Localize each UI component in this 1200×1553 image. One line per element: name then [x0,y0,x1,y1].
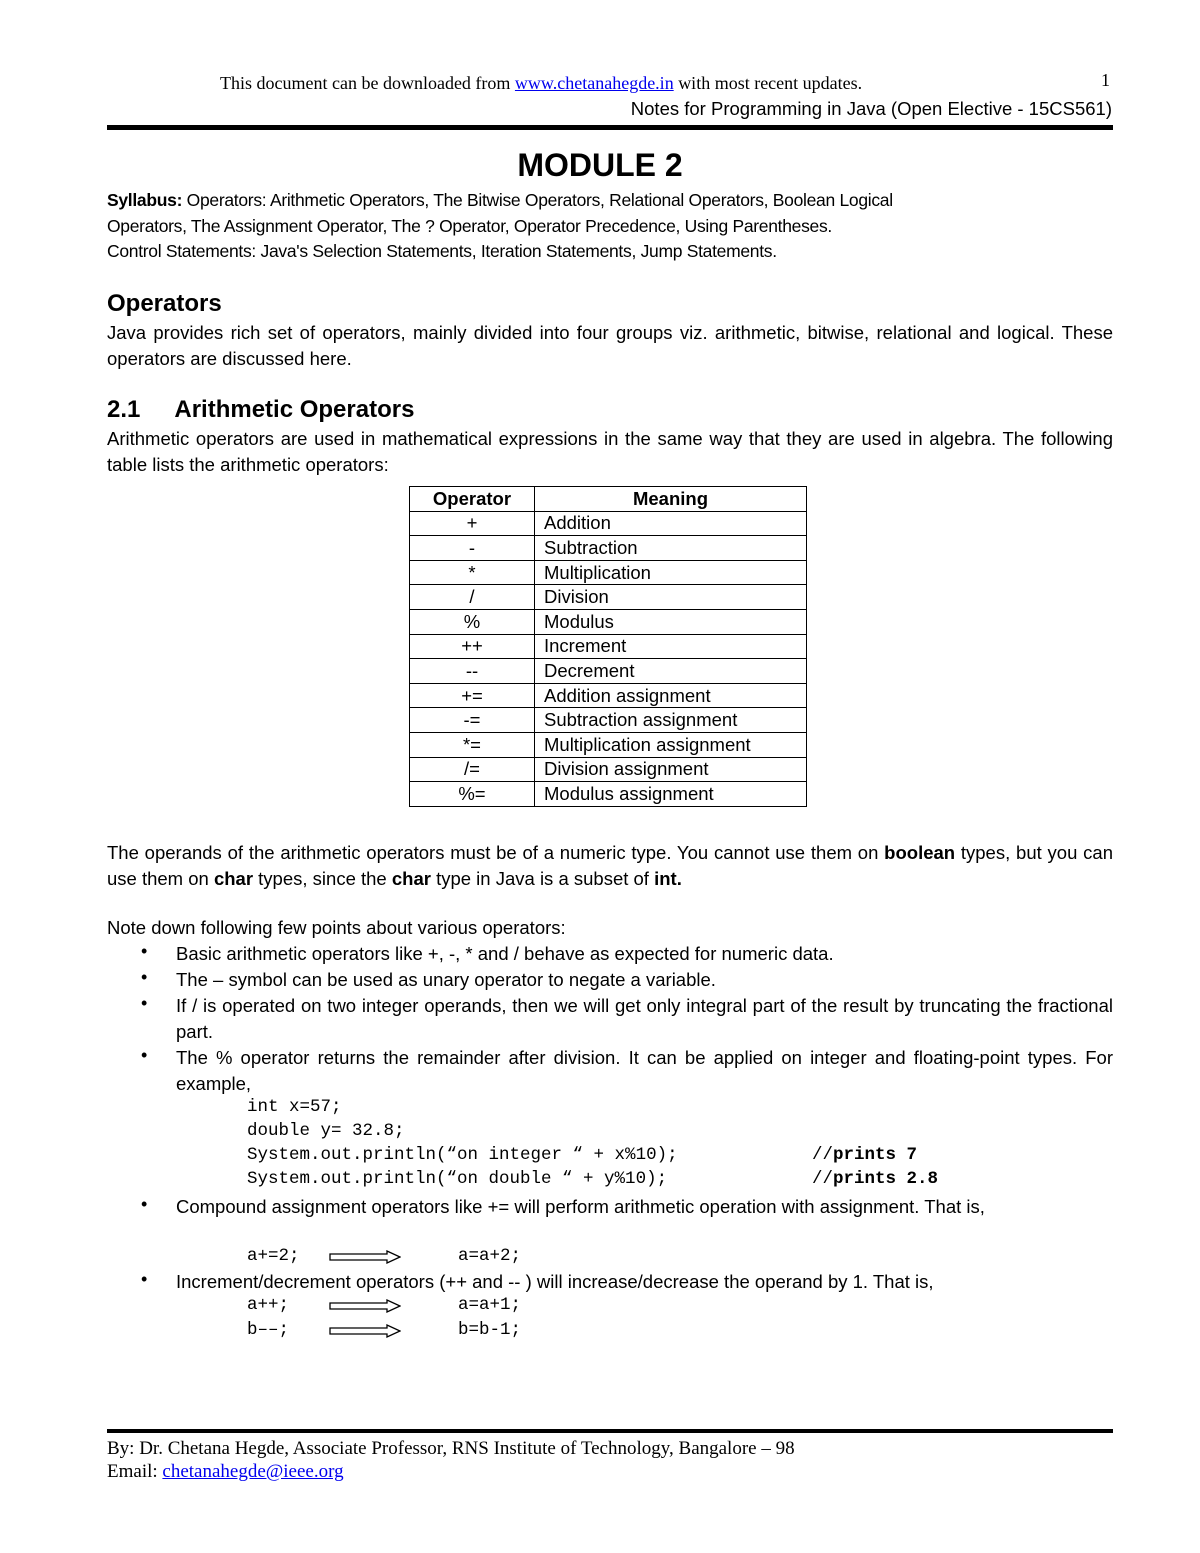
header-operator: Operator [410,487,535,512]
code-comment-2 [812,1169,938,1189]
email-link[interactable]: chetanahegde@ieee.org [162,1461,344,1482]
table-row [410,609,807,634]
table-row [410,708,807,733]
increment-left: a++; [247,1295,290,1315]
meaning-cell: Division [535,585,807,610]
keyword-int: int. [654,868,682,889]
meaning-cell: Subtraction assignment [535,708,807,733]
meaning-cell: Multiplication assignment [535,732,807,757]
section-number: 2.1 [107,396,141,423]
email-label: Email: [107,1461,163,1482]
syllabus-label: Syllabus: [107,190,183,210]
header-meaning: Meaning [535,487,807,512]
table-row [410,536,807,561]
right-arrow-icon [329,1250,401,1264]
code-line-1: int x=57; [247,1097,342,1117]
footer-author: By: Dr. Chetana Hegde, Associate Professor, RNS Institute of Technology, Bangalore – 98 [107,1438,795,1459]
increment-right: a=a+1; [458,1295,522,1315]
download-suffix: with most recent updates. [673,73,863,93]
comment-slashes: // [812,1169,834,1189]
bullet-integer-division: If / is operated on two integer operands, then we will get only integral part of the result by truncating the fractional part. [176,995,1113,1042]
operands-text-3: types, since the [253,868,392,889]
keyword-boolean: boolean [884,842,956,863]
notes-intro: Note down following few points about various operators: [107,917,566,938]
bullet-basic-ops: Basic arithmetic operators like +, -, * and / behave as expected for numeric data. [176,943,834,964]
table-row [410,782,807,807]
website-link[interactable]: www.chetanahegde.in [514,73,674,93]
bullet-icon: • [141,1045,148,1065]
right-arrow-icon [329,1324,401,1338]
table-row [410,585,807,610]
meaning-cell: Subtraction [535,536,807,561]
bullet-icon: • [141,1269,148,1289]
module-title: MODULE 2 [517,147,683,183]
bullet-increment: Increment/decrement operators (++ and -- ) will increase/decrease the operand by 1. That is, [176,1271,934,1292]
syllabus-line-1 [107,190,1117,211]
operator-cell: -- [410,659,535,684]
bullet-icon: • [141,967,148,987]
operator-cell: + [410,511,535,536]
arith-paragraph: Arithmetic operators are used in mathematical expressions in the same way that they are used in algebra. The following table lists the arithmetic operators: [107,428,1113,475]
operator-cell: % [410,609,535,634]
meaning-cell: Division assignment [535,757,807,782]
arith-heading [107,396,414,424]
bullet-modulus: The % operator returns the remainder after division. It can be applied on integer and floating-point types. For example, [176,1047,1113,1094]
meaning-cell: Increment [535,634,807,659]
meaning-cell: Modulus assignment [535,782,807,807]
table-row [410,634,807,659]
code-comment-1 [812,1145,917,1165]
bullet-icon: • [141,941,148,961]
table-row [410,560,807,585]
bullet-unary-minus: The – symbol can be used as unary operator to negate a variable. [176,969,716,990]
table-row [410,732,807,757]
page-number: 1 [1101,70,1110,90]
meaning-cell: Modulus [535,609,807,634]
operator-cell: / [410,585,535,610]
bullet-compound: Compound assignment operators like += will perform arithmetic operation with assignment. That is, [176,1196,985,1217]
table-row [410,683,807,708]
meaning-cell: Addition assignment [535,683,807,708]
code-line-4: System.out.println(“on double “ + y%10); [247,1169,668,1189]
table-row [410,511,807,536]
operator-cell: %= [410,782,535,807]
header-rule [107,125,1113,130]
operator-cell: - [410,536,535,561]
operator-cell: *= [410,732,535,757]
download-notice [220,73,862,94]
footer-email [107,1461,344,1483]
right-arrow-icon [329,1299,401,1313]
operator-cell: -= [410,708,535,733]
notes-title: Notes for Programming in Java (Open Elective - 15CS561) [630,98,1112,119]
operator-cell: += [410,683,535,708]
code-line-3: System.out.println(“on integer “ + x%10); [247,1145,678,1165]
table-row [410,659,807,684]
operands-paragraph [107,840,1113,892]
compound-left: a+=2; [247,1246,300,1266]
meaning-cell: Multiplication [535,560,807,585]
syllabus-line-3: Control Statements: Java's Selection Statements, Iteration Statements, Jump Statements. [107,241,777,261]
operands-text-4: type in Java is a subset of [430,868,655,889]
footer-rule [107,1429,1113,1433]
bullet-icon: • [141,993,148,1013]
operator-cell: ++ [410,634,535,659]
operators-table [409,486,807,807]
operands-text-1: The operands of the arithmetic operators must be of a numeric type. You cannot use them on [107,842,885,863]
decrement-left: b––; [247,1320,290,1340]
comment-output: prints 7 [833,1145,918,1165]
meaning-cell: Decrement [535,659,807,684]
operators-paragraph: Java provides rich set of operators, mainly divided into four groups viz. arithmetic, bitwise, relational and logical. These operators are discussed here. [107,322,1113,369]
operator-cell: /= [410,757,535,782]
keyword-char: char [213,868,254,889]
operands-text-2: types, but you can use them on [107,842,1113,889]
operators-heading: Operators [107,290,222,317]
syllabus-text-1: Operators: Arithmetic Operators, The Bitwise Operators, Relational Operators, Boolean Logical [182,190,893,210]
comment-slashes: // [812,1145,834,1165]
syllabus-line-2: Operators, The Assignment Operator, The ? Operator, Operator Precedence, Using Parentheses. [107,216,832,236]
code-line-2: double y= 32.8; [247,1121,405,1141]
comment-output: prints 2.8 [833,1169,939,1189]
section-title: Arithmetic Operators [174,396,415,423]
meaning-cell: Addition [535,511,807,536]
decrement-right: b=b-1; [458,1320,522,1340]
keyword-char-2: char [391,868,431,889]
bullet-icon: • [141,1194,148,1214]
operator-cell: * [410,560,535,585]
table-row [410,757,807,782]
table-header-row [410,487,807,512]
compound-right: a=a+2; [458,1246,522,1266]
download-prefix: This document can be downloaded from [220,73,515,93]
